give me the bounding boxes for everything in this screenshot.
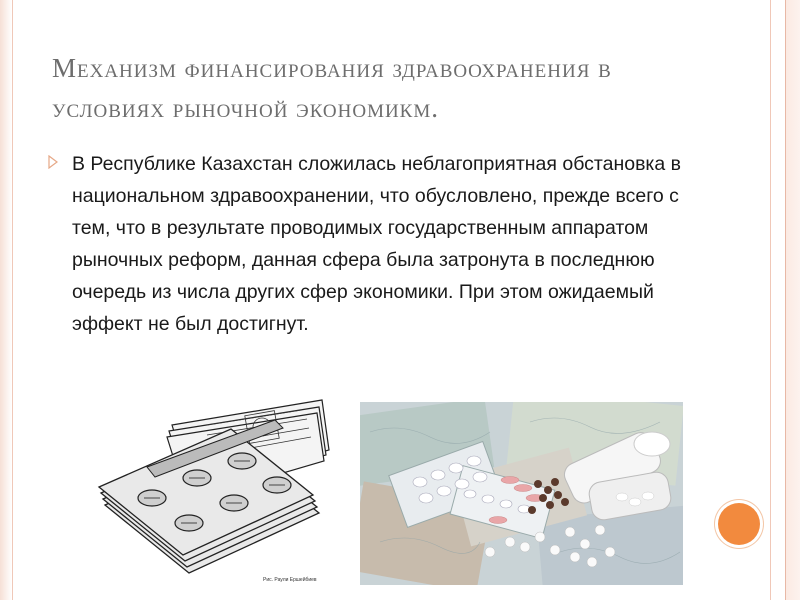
pills-on-banknotes-photo — [360, 402, 683, 585]
slide-title: Механизм финансирования здравоохранения в условиях рыночной экономикм. — [52, 53, 612, 123]
picture-caption: Рис. Раули Ершейбиев — [263, 577, 317, 583]
bullet-icon — [47, 155, 59, 169]
pills-as-money-drawing — [97, 395, 333, 585]
right-frame-line — [770, 0, 771, 600]
decorative-accent-circle — [718, 503, 760, 545]
left-frame-border — [0, 0, 13, 600]
bullet-text: В Республике Казахстан сложилась неблагоприятная обстановка в национальном здравоохранении, что обусловлено, прежде всего с тем, что в результате проводимых государственным аппаратом рыночных реформ, данная сфера была затронута в последнюю очередь из числа других сфер экономики. При этом ожидаемый эффект не был достигнут. — [72, 153, 682, 335]
right-frame-border — [785, 0, 800, 600]
